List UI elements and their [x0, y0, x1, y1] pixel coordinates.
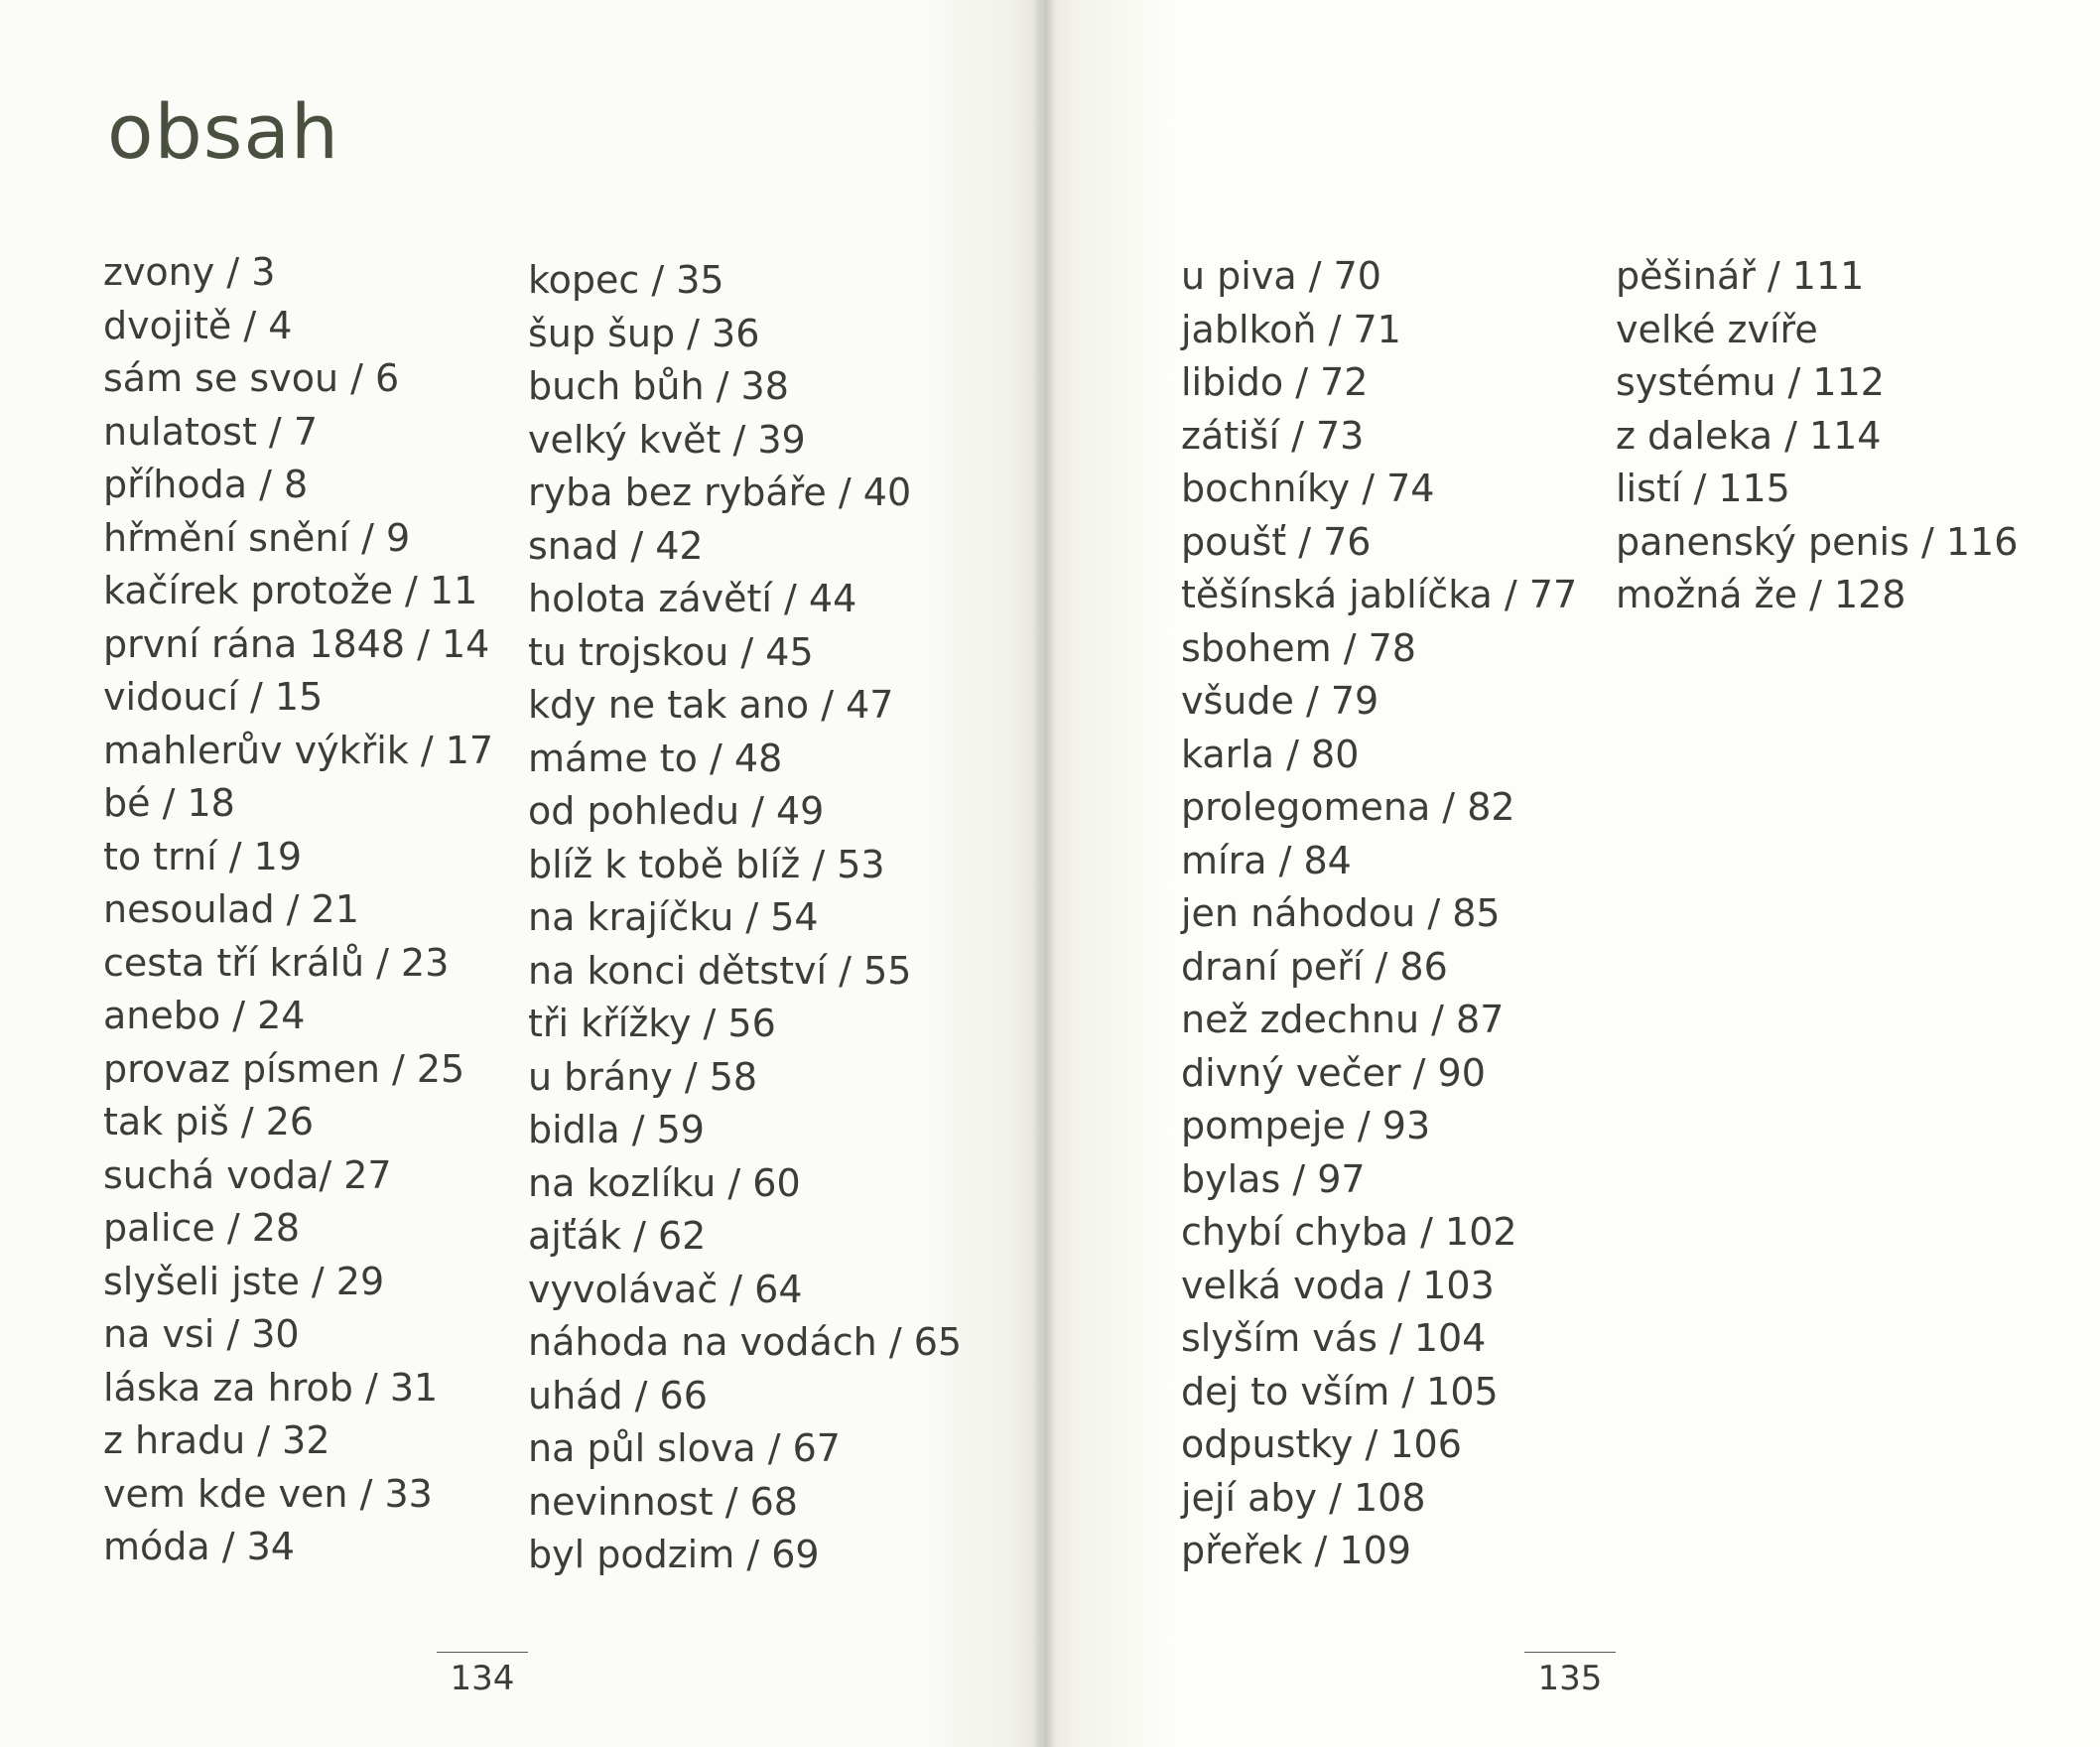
- toc-entry: velké zvíře: [1616, 307, 1818, 351]
- toc-entry: na vsi / 30: [103, 1312, 300, 1356]
- toc-entry: kopec / 35: [528, 258, 724, 302]
- book-gutter: [1032, 0, 1056, 1747]
- toc-entry: její aby / 108: [1181, 1475, 1426, 1520]
- toc-entry: vyvolávač / 64: [528, 1267, 803, 1311]
- toc-entry: jen náhodou / 85: [1181, 891, 1501, 935]
- toc-column-1: [103, 246, 493, 1574]
- toc-entry: slyším vás / 104: [1181, 1316, 1487, 1360]
- toc-entry: sám se svou / 6: [103, 356, 400, 400]
- toc-entry: blíž k tobě blíž / 53: [528, 842, 885, 886]
- toc-entry: těšínská jablíčka / 77: [1181, 573, 1578, 616]
- toc-entry: náhoda na vodách / 65: [528, 1320, 963, 1364]
- toc-entry: holota závětí / 44: [528, 577, 857, 620]
- toc-entry: příhoda / 8: [103, 463, 309, 506]
- toc-entry: slyšeli jste / 29: [103, 1259, 385, 1303]
- toc-entry: buch bůh / 38: [528, 364, 789, 408]
- toc-entry: velká voda / 103: [1181, 1263, 1495, 1307]
- toc-entry: móda / 34: [103, 1525, 295, 1568]
- page-title: obsah: [107, 87, 340, 176]
- toc-entry: na konci dětství / 55: [528, 948, 912, 993]
- toc-entry: bochníky / 74: [1181, 467, 1435, 510]
- toc-entry: nesoulad / 21: [103, 887, 359, 931]
- toc-entry: zvony / 3: [103, 250, 276, 294]
- toc-entry: cesta tří králů / 23: [103, 940, 450, 985]
- toc-entry: šup šup / 36: [528, 311, 760, 355]
- toc-entry: vem kde ven / 33: [103, 1471, 433, 1516]
- toc-entry: máme to / 48: [528, 736, 783, 780]
- toc-entry: dej to vším / 105: [1181, 1369, 1499, 1413]
- toc-entry: bylas / 97: [1181, 1156, 1366, 1201]
- toc-entry: láska za hrob / 31: [103, 1365, 439, 1410]
- toc-entry: chybí chyba / 102: [1181, 1210, 1517, 1254]
- toc-entry: snad / 42: [528, 523, 704, 568]
- toc-entry: ryba bez rybáře / 40: [528, 470, 912, 514]
- toc-entry: byl podzim / 69: [528, 1533, 820, 1576]
- toc-entry: všude / 79: [1181, 679, 1379, 723]
- toc-entry: libido / 72: [1181, 360, 1369, 404]
- toc-entry: u brány / 58: [528, 1054, 758, 1099]
- toc-entry: dvojitě / 4: [103, 303, 293, 347]
- toc-entry: nevinnost / 68: [528, 1479, 798, 1524]
- toc-entry: sbohem / 78: [1181, 625, 1416, 670]
- toc-entry: zátiší / 73: [1181, 413, 1365, 458]
- toc-entry: to trní / 19: [103, 834, 303, 878]
- toc-entry: listí / 115: [1616, 467, 1790, 510]
- left-page: [0, 0, 1042, 1747]
- toc-entry: na krajíčku / 54: [528, 895, 819, 939]
- toc-entry: karla / 80: [1181, 732, 1360, 776]
- toc-entry: palice / 28: [103, 1206, 301, 1250]
- toc-entry: přeřek / 109: [1181, 1529, 1411, 1572]
- toc-entry: suchá voda/ 27: [103, 1152, 392, 1197]
- toc-entry: provaz písmen / 25: [103, 1046, 465, 1091]
- toc-entry: z hradu / 32: [103, 1418, 330, 1462]
- toc-entry: nulatost / 7: [103, 409, 318, 454]
- toc-entry: systému / 112: [1616, 360, 1885, 404]
- toc-entry: od pohledu / 49: [528, 789, 825, 833]
- toc-entry: míra / 84: [1181, 838, 1352, 882]
- toc-column-4: [1616, 250, 2018, 622]
- toc-column-2: [528, 254, 962, 1582]
- page-number-left: 134: [437, 1652, 528, 1698]
- toc-entry: anebo / 24: [103, 994, 306, 1037]
- toc-column-3: [1181, 250, 1577, 1578]
- toc-entry: velký květ / 39: [528, 417, 806, 462]
- toc-entry: tak piš / 26: [103, 1100, 315, 1143]
- toc-entry: hřmění snění / 9: [103, 515, 411, 560]
- toc-entry: pompeje / 93: [1181, 1104, 1431, 1147]
- toc-entry: bidla / 59: [528, 1108, 705, 1151]
- toc-entry: pěšinář / 111: [1616, 254, 1865, 298]
- toc-entry: kačírek protože / 11: [103, 569, 478, 612]
- toc-entry: na kozlíku / 60: [528, 1160, 801, 1205]
- toc-entry: uhád / 66: [528, 1373, 708, 1417]
- toc-entry: odpustky / 106: [1181, 1422, 1462, 1466]
- toc-entry: tu trojskou / 45: [528, 629, 814, 674]
- toc-entry: ajťák / 62: [528, 1214, 707, 1258]
- toc-entry: z daleka / 114: [1616, 413, 1882, 458]
- toc-entry: než zdechnu / 87: [1181, 998, 1505, 1041]
- toc-entry: možná že / 128: [1616, 573, 1906, 616]
- page-number-right: 135: [1524, 1652, 1616, 1698]
- toc-entry: první rána 1848 / 14: [103, 621, 490, 666]
- toc-entry: bé / 18: [103, 781, 235, 825]
- toc-entry: prolegomena / 82: [1181, 785, 1515, 829]
- toc-entry: poušť / 76: [1181, 519, 1372, 564]
- toc-entry: panenský penis / 116: [1616, 519, 2019, 564]
- toc-entry: kdy ne tak ano / 47: [528, 683, 894, 727]
- toc-entry: u piva / 70: [1181, 254, 1381, 298]
- toc-entry: mahlerův výkřik / 17: [103, 728, 494, 772]
- toc-entry: draní peří / 86: [1181, 944, 1448, 989]
- toc-entry: divný večer / 90: [1181, 1050, 1486, 1095]
- toc-entry: na půl slova / 67: [528, 1426, 841, 1470]
- toc-entry: vidoucí / 15: [103, 675, 324, 719]
- toc-entry: jablkoň / 71: [1181, 307, 1401, 351]
- toc-entry: tři křížky / 56: [528, 1002, 776, 1045]
